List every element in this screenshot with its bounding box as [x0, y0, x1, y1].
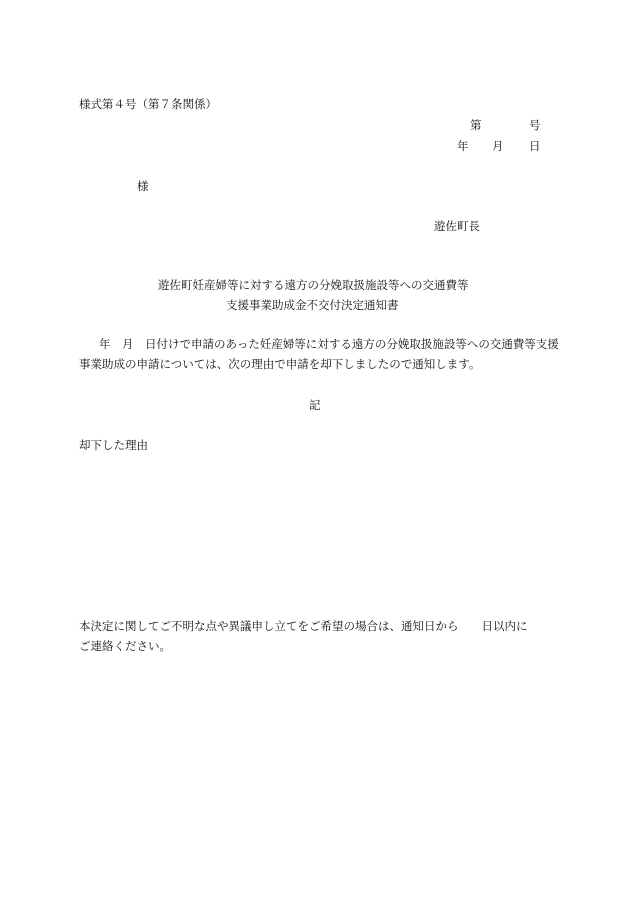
date-year-label: 年	[457, 139, 469, 153]
date-day-label: 日	[529, 139, 541, 153]
date-month-label: 月	[492, 139, 504, 153]
ki-heading: 記	[309, 398, 321, 412]
addressee-suffix: 様	[137, 179, 149, 193]
document-title-line-2: 支援事業助成金不交付決定通知書	[226, 298, 399, 312]
document-title-line-1: 遊佐町妊産婦等に対する遠方の分娩取扱施設等への交通費等	[158, 278, 469, 292]
doc-number-suffix: 号	[529, 118, 541, 132]
doc-number-prefix: 第	[470, 118, 482, 132]
body-text-line-1: 年 月 日付けで申請のあった妊産婦等に対する遠方の分娩取扱施設等への交通費等支援	[99, 337, 559, 351]
body-text-line-2: 事業助成の申請については、次の理由で申請を却下しましたので通知します。	[79, 357, 481, 371]
footer-text-line-1: 本決定に関してご不明な点や異議申し立てをご希望の場合は、通知日から 日以内に	[79, 619, 528, 633]
rejection-reason-label: 却下した理由	[79, 438, 148, 452]
footer-text-line-2: ご連絡ください。	[79, 639, 171, 653]
form-number-header: 様式第４号（第７条関係）	[79, 97, 217, 111]
issuer-name: 遊佐町長	[434, 219, 480, 233]
